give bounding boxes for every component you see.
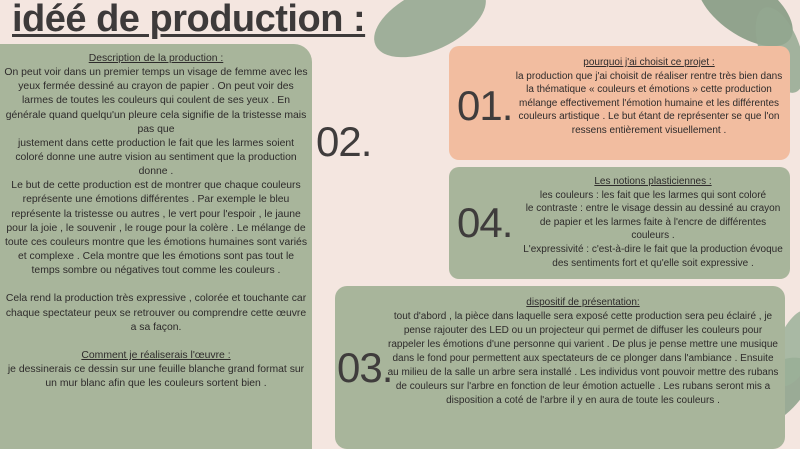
notion-contraste: le contraste : entre le visage dessin au dessiné au crayon de papier et les larmes faite à l'encre de différentes couleurs . [525,203,781,242]
realisation-heading: Comment je réaliserais l'œuvre : [81,349,231,361]
description-paragraph-4: Cela rend la production très expressive , colorée et touchante car chaque spectateur peux se retrouver ou comprendre cette œuvre a sa façon. [5,293,307,333]
section-number-02: 02. [316,118,372,165]
description-panel [0,44,312,449]
dispositif-panel [335,286,785,449]
page-title: idéé de production : [12,0,366,40]
projet-heading: pourquoi j'ai choisit ce projet : [583,57,715,68]
section-number-01: 01. [457,82,513,129]
description-paragraph-1: On peut voir dans un premier temps un visage de femme avec les yeux fermée dessiné au crayon de papier . On peut voir des larmes de toutes les couleurs qui coulent de ses yeux . En générale quand quelqu'un pleure cela signifie de la tristesse mais pas que [4,67,308,135]
notions-panel [449,167,790,279]
notions-text [521,175,785,270]
dispositif-body: tout d'abord , la pièce dans laquelle sera exposé cette production sera peu éclairé , je pense rajouter des LED ou un projecteur qui permet de diffuser les couleurs pour rappeler les émotions d'une personne qui varient . De plus je pense mettre une musique dans le fond pour permettent aux spectateurs de ce plonger dans l'ambiance . Ensuite au milieu de la salle un arbre sera installé . Les individus vont pouvoir mettre des rubans de couleurs sur l'arbre en fonction de leur émotion actuelle . Les rubans seront mis a disposition a coté de l'arbre il y en aura de toute les couleurs . [387,311,779,406]
projet-body: la production que j'ai choisit de réaliser rentre très bien dans la thématique « couleurs et émotions » cette production mélange effectivement l'émotion humaine et les différentes couleurs artistique . Le but étant de représenter se que l'on ressens entièrement visuellement . [515,70,783,136]
notions-heading: Les notions plasticiennes : [594,176,712,187]
projet-text [513,56,785,138]
section-number-04: 04. [457,199,513,246]
dispositif-text [387,296,779,408]
notion-expressivite: L'expressivité : c'est-à-dire le fait que la production évoque des sentiments fort et qu'elle soit expressive . [523,243,783,269]
description-paragraph-3: Le but de cette production est de montrer que chaque couleurs représente une émotions différentes . Par exemple le bleu représente la tristesse ou autres , le vert pour l'espoir , le jaune pour la joie , le souvenir , le rouge pour la colère . Le mélange de toute ces couleurs montre que les émotions humaines sont variés et complexe . Cela montre que les émotions sont pas tout le temps sombre ou négatives tout comme les couleurs . [4,180,308,277]
notion-couleurs: les couleurs : les fait que les larmes qui sont coloré [539,189,767,201]
section-number-03: 03. [337,344,393,391]
projet-panel [449,46,790,160]
description-paragraph-2: justement dans cette production le fait que les larmes soient coloré donne une autre vision au sentiment que la production donne . [15,137,297,178]
description-heading: Description de la production : [88,53,224,64]
realisation-paragraph: je dessinerais ce dessin sur une feuille blanche grand format sur un mur blanc afin que les couleurs sortent bien . [7,364,305,390]
description-text [4,52,308,391]
dispositif-heading: dispositif de présentation: [526,297,640,308]
